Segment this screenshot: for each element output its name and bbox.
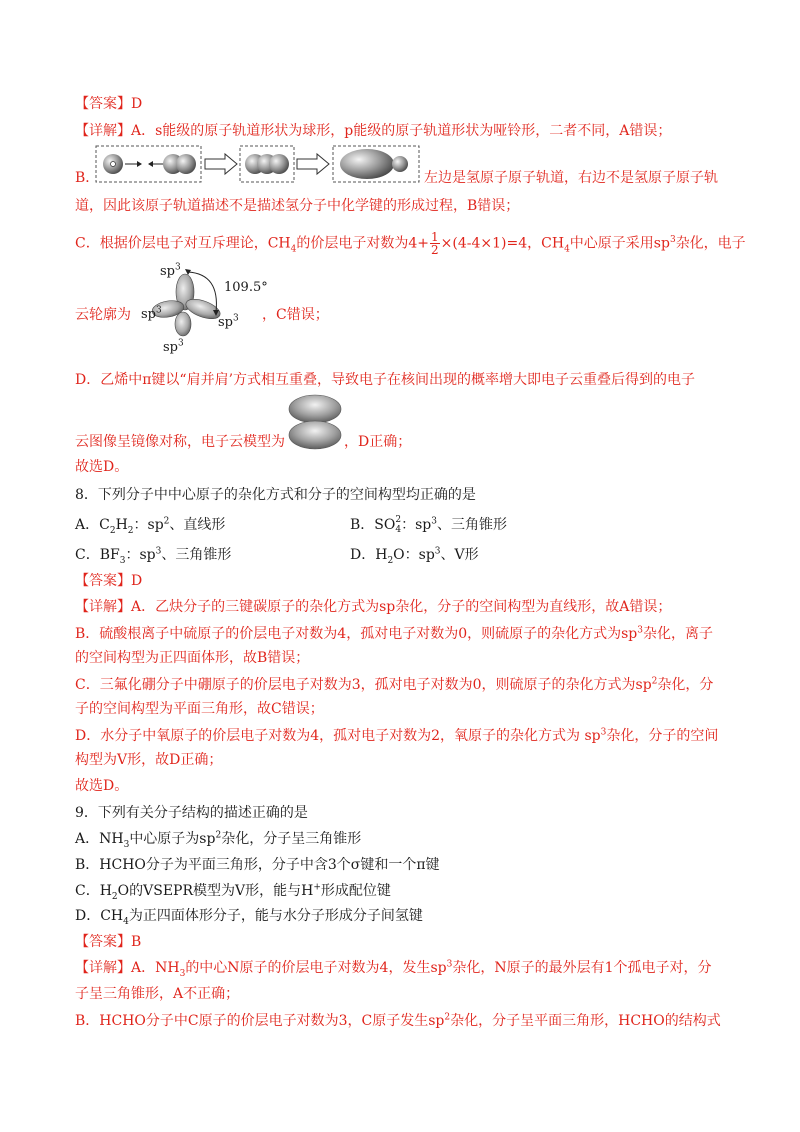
text-span: H	[115, 517, 128, 533]
q8-stem: 8．下列分子中中心原子的杂化方式和分子的空间构型均正确的是	[75, 487, 476, 503]
q8-explain-D-line2: 构型为V形，故D正确；	[75, 752, 223, 768]
q8-option-C	[75, 545, 231, 565]
text-span: 、三角锥形	[437, 517, 507, 533]
subscript: 4	[123, 916, 129, 927]
q8-conclusion: 故选D。	[75, 778, 129, 794]
superscript: 3	[600, 727, 607, 738]
superscript: 3	[669, 234, 676, 245]
superscript: 3	[446, 959, 453, 970]
text-span: A．C	[75, 517, 110, 533]
subscript: 3	[119, 555, 126, 566]
text-span: 杂化，分子的空间	[606, 728, 719, 744]
q9-option-C	[75, 881, 391, 901]
q7-explain-C-line1	[75, 231, 746, 256]
q7-explain-D-line1: D．乙烯中π键以“肩并肩’方式相互重叠，导致电子在核间出现的概率增大即电子云重叠后得到的电子	[75, 372, 696, 388]
q9-stem: 9．下列有关分子结构的描述正确的是	[75, 805, 308, 821]
text-span: sp	[163, 340, 178, 355]
text-span: C．H	[75, 883, 112, 899]
orbital-overlap-diagram	[95, 143, 425, 187]
text-span: A．NH	[75, 831, 124, 847]
subscript: 4	[395, 525, 402, 535]
text-span: D．水分子中氧原子的价层电子对数为4，孤对电子对数为2，氧原子的杂化方式为 sp	[75, 728, 601, 744]
text-span: 杂化，N原子的最外层有1个孤电子对，分	[452, 960, 712, 976]
text-span: A．乙炔分子的三键碳原子的杂化方式为sp杂化，分子的空间构型为直线形，故A错误；	[131, 599, 672, 615]
superscript: 3	[637, 625, 643, 636]
superscript: 2	[395, 515, 402, 525]
text-span: SO	[374, 517, 396, 533]
superscript: 3	[156, 305, 162, 316]
q9-option-A	[75, 829, 361, 849]
superscript: 3	[155, 546, 162, 557]
text-span: sp	[141, 307, 156, 322]
q7-conclusion: 故选D。	[75, 459, 129, 475]
superscript: 2	[651, 676, 658, 687]
superscript: 2	[215, 830, 222, 841]
text-span: ×(4-4×1)=4，CH	[440, 235, 565, 252]
text-span: ：sp	[133, 517, 164, 533]
q8-option-A	[75, 515, 225, 535]
fraction-one-half	[430, 231, 440, 256]
q8-option-D	[350, 545, 479, 565]
superscript: 3	[434, 546, 441, 557]
q9-explain-A-line1	[75, 958, 712, 978]
q8-explain-C-line1	[75, 675, 713, 695]
subscript: 2	[111, 891, 118, 902]
text-span: ：sp	[401, 517, 432, 533]
text-span: O：sp	[393, 547, 435, 563]
q9-explain-B-line1	[75, 1011, 721, 1031]
q7-explain-B-text-1: 左边是氢原子原子轨道，右边不是氢原子原子轨	[424, 170, 718, 186]
subscript: 4	[564, 244, 570, 255]
text-span: 中心原子为sp	[129, 831, 216, 847]
q8-explain-B-line1	[75, 624, 713, 644]
q7-explain-C-line2a: 云轮廓为	[75, 307, 131, 323]
q9-answer-label: 【答案】B	[75, 934, 142, 950]
superscript: 3	[178, 338, 184, 349]
text-span: D．H	[350, 547, 388, 563]
q7-explain-B-prefix: B．	[75, 170, 100, 186]
q8-explain-D-line1	[75, 726, 718, 746]
explain-prefix: 【详解】	[75, 599, 131, 615]
superscript: 2	[163, 516, 170, 527]
text-span: 杂化，离子	[642, 626, 713, 642]
text-span: 杂化，分	[657, 677, 714, 693]
q8-option-B	[350, 515, 507, 535]
angle-label: 109.5°	[224, 280, 268, 295]
q8-answer-label: 【答案】D	[75, 573, 143, 589]
q7-explain-B-text-2: 道，因此该原子轨道描述不是描述氢分子中化学键的形成过程，B错误；	[75, 198, 520, 214]
explain-prefix: 【详解】	[75, 960, 131, 976]
superscript: 3	[175, 262, 181, 273]
q7-explain-A-text: A．s能级的原子轨道形状为球形，p能级的原子轨道形状为哑铃形，二者不同，A错误；	[131, 123, 672, 139]
fraction-denominator: 2	[431, 243, 439, 257]
superscript: 3	[431, 516, 437, 527]
text-span: 、V形	[440, 547, 479, 563]
superscript: 2	[444, 1012, 451, 1023]
q7-explain-C-line2b: ，C错误；	[262, 307, 329, 323]
text-span: A．NH	[131, 960, 180, 976]
q7-explain-A	[75, 121, 671, 141]
text-span: 为正四面体形分子，能与水分子形成分子间氢键	[128, 908, 423, 924]
q9-option-B: B．HCHO分子为平面三角形，分子中含3个σ键和一个π键	[75, 857, 440, 873]
text-span: 杂化，电子	[675, 235, 746, 252]
q9-option-D	[75, 906, 423, 926]
text-span: B．HCHO分子中C原子的价层电子对数为3，C原子发生sp	[75, 1013, 445, 1029]
q7-answer-label: 【答案】D	[75, 96, 143, 112]
q7-explain-D-line2b: ，D正确；	[344, 434, 412, 450]
text-span: ：sp	[125, 547, 156, 563]
text-span: D．CH	[75, 908, 124, 924]
text-span: 中心原子采用sp	[569, 235, 670, 252]
text-span: O的VSEPR模型为V形，能与H	[117, 883, 314, 899]
subscript: 2	[127, 525, 134, 536]
text-span: C．三氟化硼分子中硼原子的价层电子对数为3，孤对电子对数为0，则硫原子的杂化方式为sp	[75, 677, 652, 693]
text-span: 、三角锥形	[161, 547, 232, 563]
sp3-label-top	[160, 262, 181, 282]
text-span: sp	[160, 264, 175, 279]
q8-explain-A	[75, 597, 671, 617]
subscript: 3	[123, 839, 130, 850]
fraction-numerator: 1	[431, 230, 439, 244]
text-span: sp	[218, 315, 233, 330]
q9-explain-A-line2: 子呈三角锥形，A不正确；	[75, 986, 240, 1002]
text-span: B．	[350, 517, 375, 533]
sp3-label-left	[141, 305, 162, 325]
subscript: 2	[109, 525, 116, 536]
sp3-label-right	[218, 313, 239, 333]
superscript: 3	[233, 313, 239, 324]
q8-explain-C-line2: 子的空间构型为平面三角形，故C错误；	[75, 701, 324, 717]
text-span: C．BF	[75, 547, 120, 563]
subscript: 2	[387, 555, 394, 566]
text-span: B．硫酸根离子中硫原子的价层电子对数为4，孤对电子对数为0，则硫原子的杂化方式为sp	[75, 626, 638, 642]
q8-explain-B-line2: 的空间构型为正四面体形，故B错误；	[75, 650, 310, 666]
pi-bond-electron-cloud	[286, 394, 346, 450]
text-span: 杂化，分子呈三角锥形	[221, 831, 362, 847]
text-span: 的价层电子对数为4+	[296, 235, 430, 252]
text-span: 形成配位键	[320, 883, 391, 899]
subscript: 4	[290, 244, 297, 255]
text-span: C．根据价层电子对互斥理论，CH	[75, 235, 291, 252]
text-span: 的中心N原子的价层电子对数为4，发生sp	[185, 960, 447, 976]
text-span: 、直线形	[169, 517, 226, 533]
superscript: +	[313, 882, 321, 893]
text-span: 杂化，分子呈平面三角形，HCHO的结构式	[450, 1013, 721, 1029]
subscript: 3	[179, 968, 186, 979]
q7-explain-D-line2a: 云图像呈镜像对称，电子云模型为	[75, 434, 285, 450]
sp3-label-bottom	[163, 338, 184, 358]
explain-prefix: 【详解】	[75, 123, 131, 139]
